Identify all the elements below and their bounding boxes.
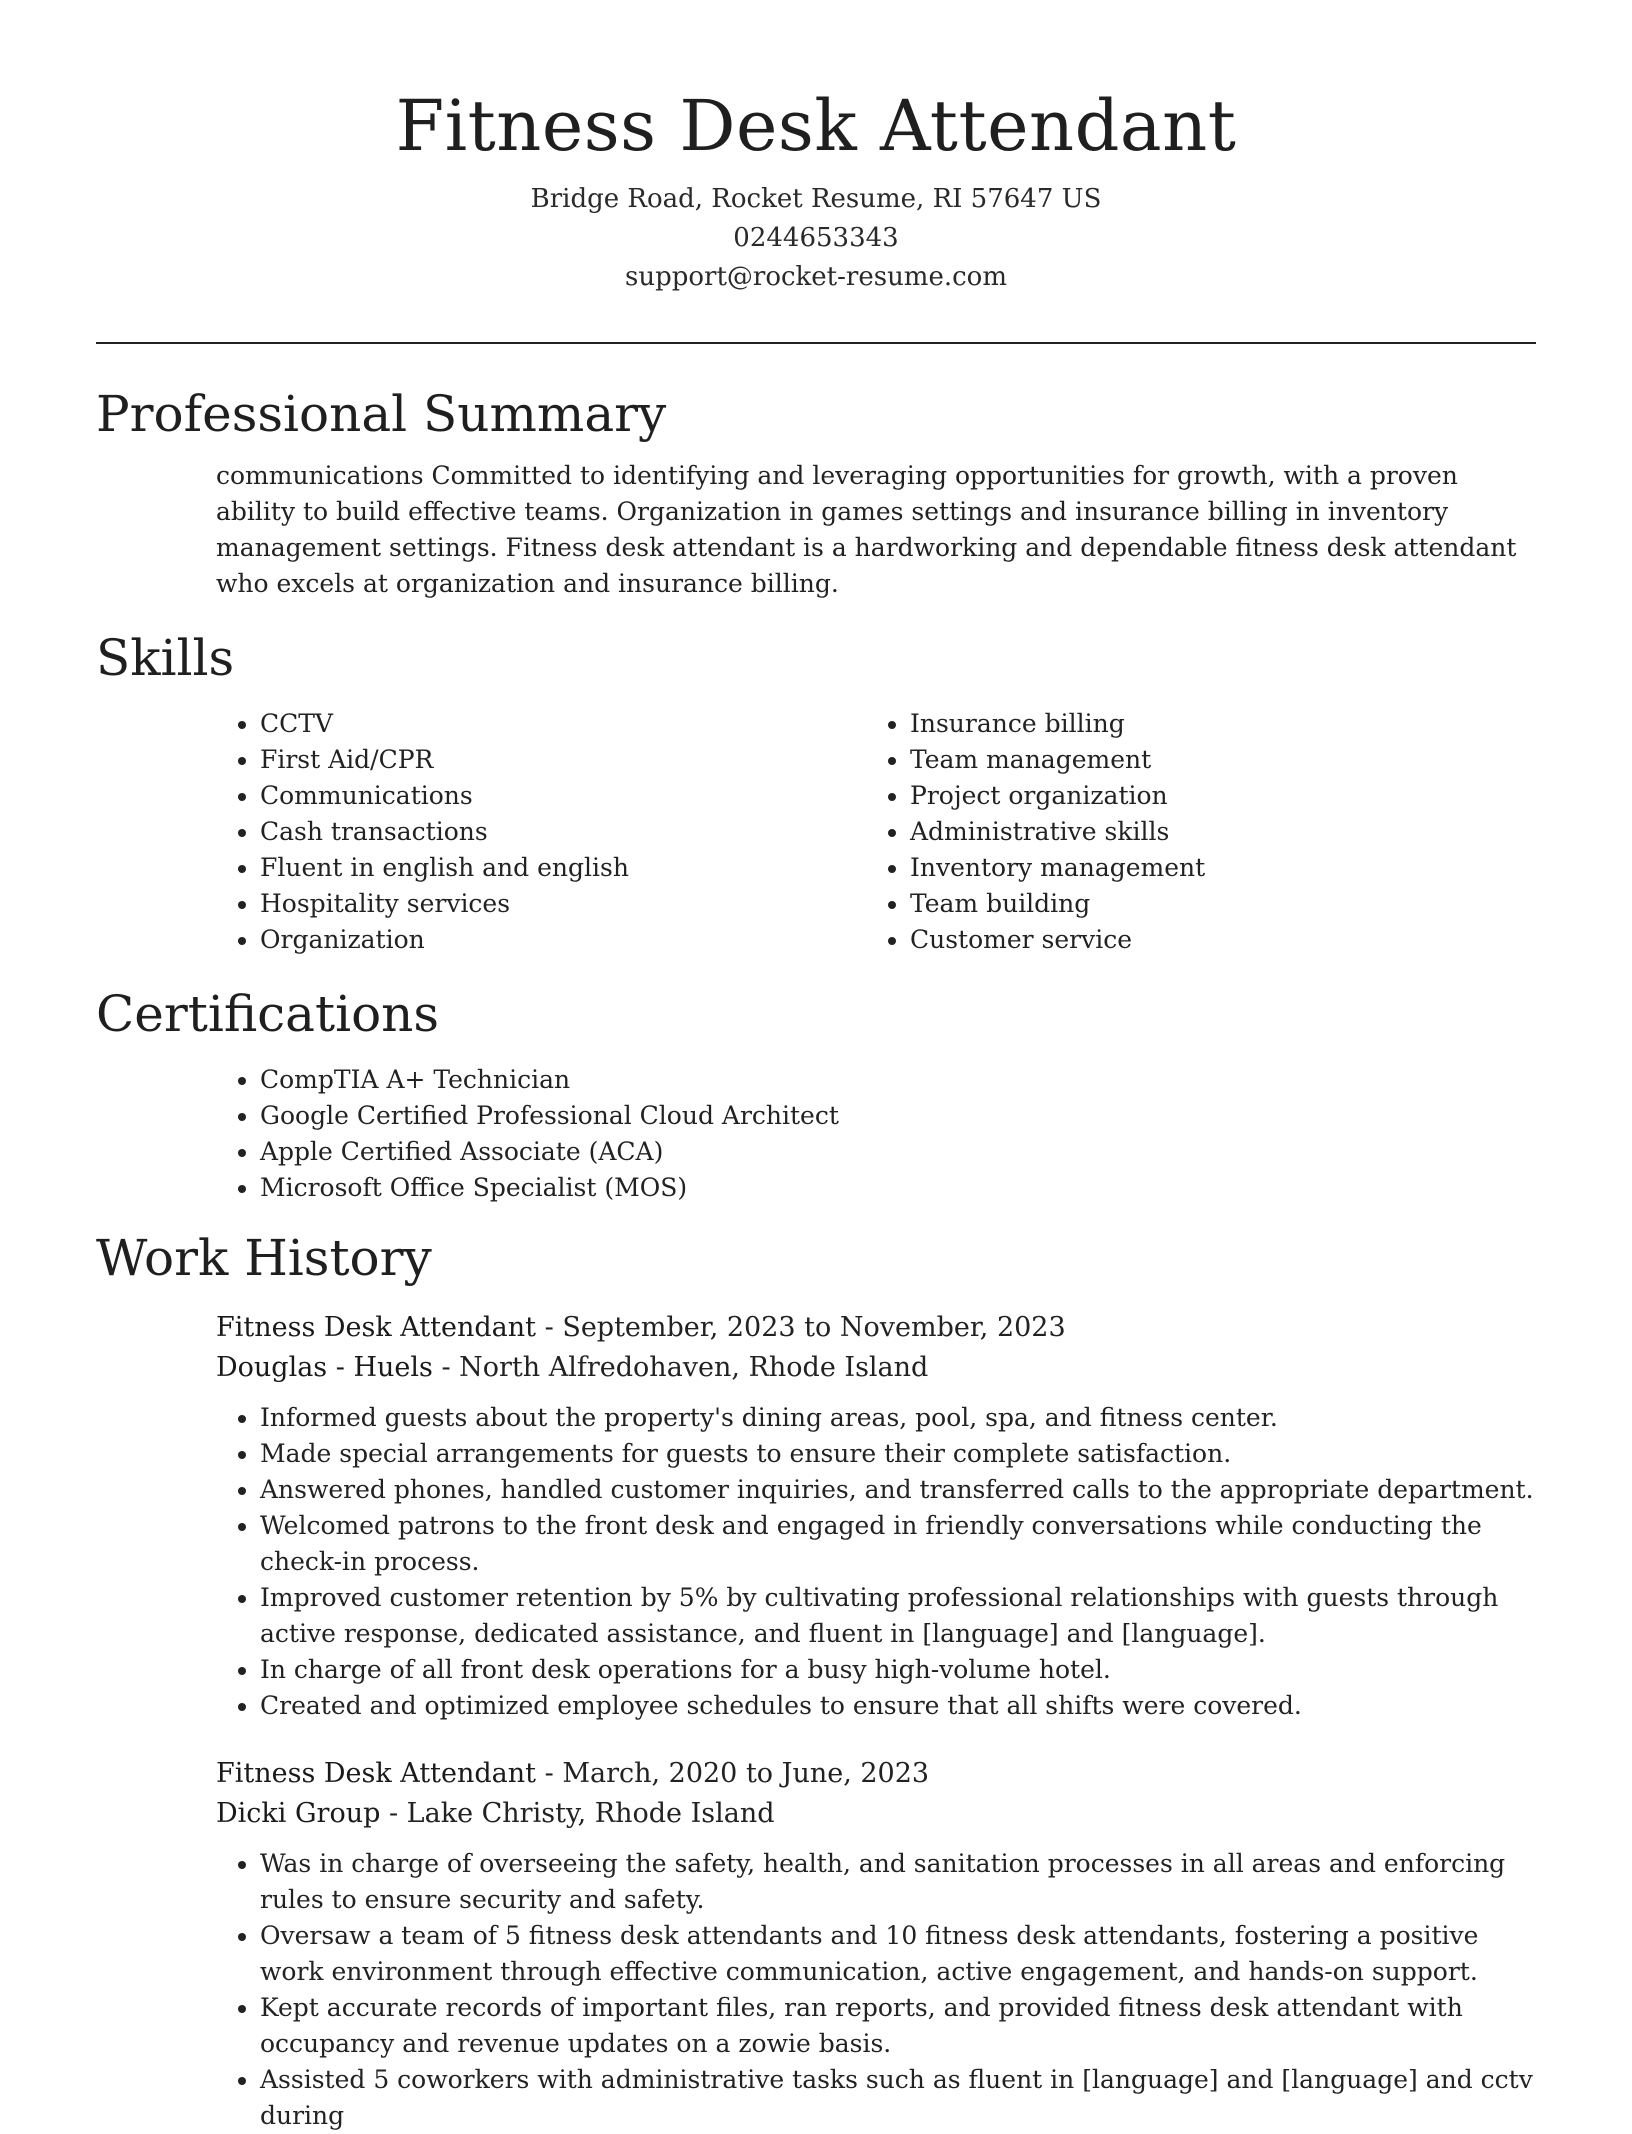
skill-item: • First Aid/CPR	[260, 742, 866, 778]
job-duty: • In charge of all front desk operations for a busy high-volume hotel.	[260, 1652, 1536, 1688]
job-duty: • Assisted 5 coworkers with administrative tasks such as fluent in [language] and [language] and cctv during	[260, 2062, 1536, 2134]
skill-item: • Administrative skills	[910, 814, 1516, 850]
resume-body	[96, 380, 1536, 2134]
job-entry	[216, 1308, 1536, 1724]
certifications-section	[216, 1062, 1536, 1206]
work-history-heading: Work History	[96, 1229, 432, 1287]
job-duty: • Created and optimized employee schedules to ensure that all shifts were covered.	[260, 1688, 1536, 1724]
skill-item: • Cash transactions	[260, 814, 866, 850]
contact-email: support@rocket-resume.com	[624, 262, 1007, 292]
job-company-line	[216, 1348, 1536, 1388]
job-duties-list	[216, 1846, 1536, 2134]
skill-item: • Communications	[260, 778, 866, 814]
header-divider	[96, 342, 1536, 344]
skills-column-left	[216, 706, 866, 958]
skill-item: • Project organization	[910, 778, 1516, 814]
job-location: - North Alfredohaven, Rhode Island	[432, 1352, 929, 1383]
skills-list-left	[216, 706, 866, 958]
resume-header	[96, 78, 1536, 297]
skill-item: • Customer service	[910, 922, 1516, 958]
job-title-line	[216, 1754, 1536, 1794]
skills-list-right	[866, 706, 1516, 958]
certification-item: • Google Certified Professional Cloud Architect	[260, 1098, 1536, 1134]
skill-item: • CCTV	[260, 706, 866, 742]
skill-item: • Organization	[260, 922, 866, 958]
job-title-line	[216, 1308, 1536, 1348]
certification-item: • CompTIA A+ Technician	[260, 1062, 1536, 1098]
job-duty: • Informed guests about the property's dining areas, pool, spa, and fitness center.	[260, 1400, 1536, 1436]
job-duty: • Welcomed patrons to the front desk and engaged in friendly conversations while conducting the check-in process.	[260, 1508, 1536, 1580]
candidate-name: Fitness Desk Attendant	[395, 85, 1237, 167]
job-duty: • Answered phones, handled customer inquiries, and transferred calls to the appropriate department.	[260, 1472, 1536, 1508]
skill-item: • Team building	[910, 886, 1516, 922]
skills-heading: Skills	[96, 629, 235, 687]
contact-phone: 0244653343	[733, 223, 899, 253]
summary-text: communications Committed to identifying and leveraging opportunities for growth, with a proven ability to build effective teams. Organization in games settings and insurance billing in inventory management settings. Fitness desk attendant is a hardworking and dependable fitness desk attendant who excels at organization and insurance billing.	[216, 461, 1517, 598]
job-location: - Lake Christy, Rhode Island	[380, 1798, 775, 1829]
job-duty: • Oversaw a team of 5 fitness desk attendants and 10 fitness desk attendants, fostering a positive work environment through effective communication, active engagement, and hands-on support.	[260, 1918, 1536, 1990]
certification-item: • Microsoft Office Specialist (MOS)	[260, 1170, 1536, 1206]
job-company-line	[216, 1794, 1536, 1834]
job-duty: • Kept accurate records of important files, ran reports, and provided fitness desk attendant with occupancy and revenue updates on a zowie basis.	[260, 1990, 1536, 2062]
job-entry	[216, 1754, 1536, 2134]
job-duties	[216, 1846, 1536, 2134]
job-role: Fitness Desk Attendant	[216, 1312, 537, 1343]
job-duty: • Was in charge of overseeing the safety, health, and sanitation processes in all areas and enforcing rules to ensure security and safety.	[260, 1846, 1536, 1918]
certifications-heading: Certifications	[96, 985, 440, 1043]
skill-item: • Insurance billing	[910, 706, 1516, 742]
job-company: Douglas - Huels	[216, 1352, 433, 1383]
skills-columns	[216, 706, 1536, 958]
skill-item: • Team management	[910, 742, 1516, 778]
job-duty: • Made special arrangements for guests to ensure their complete satisfaction.	[260, 1436, 1536, 1472]
certification-item: • Apple Certified Associate (ACA)	[260, 1134, 1536, 1170]
job-role: Fitness Desk Attendant	[216, 1758, 537, 1789]
skill-item: • Hospitality services	[260, 886, 866, 922]
job-dates: - September, 2023 to November, 2023	[536, 1312, 1066, 1343]
skill-item: • Fluent in english and english	[260, 850, 866, 886]
contact-address: Bridge Road, Rocket Resume, RI 57647 US	[530, 184, 1102, 214]
job-duties	[216, 1400, 1536, 1724]
summary-heading: Professional Summary	[96, 385, 667, 443]
job-duty: • Improved customer retention by 5% by cultivating professional relationships with guests through active response, dedicated assistance, and fluent in [language] and [language].	[260, 1580, 1536, 1652]
job-duties-list	[216, 1400, 1536, 1724]
certifications-list	[216, 1062, 1536, 1206]
skills-column-right	[866, 706, 1516, 958]
skill-item: • Inventory management	[910, 850, 1516, 886]
job-company: Dicki Group	[216, 1798, 381, 1829]
job-dates: - March, 2020 to June, 2023	[536, 1758, 930, 1789]
